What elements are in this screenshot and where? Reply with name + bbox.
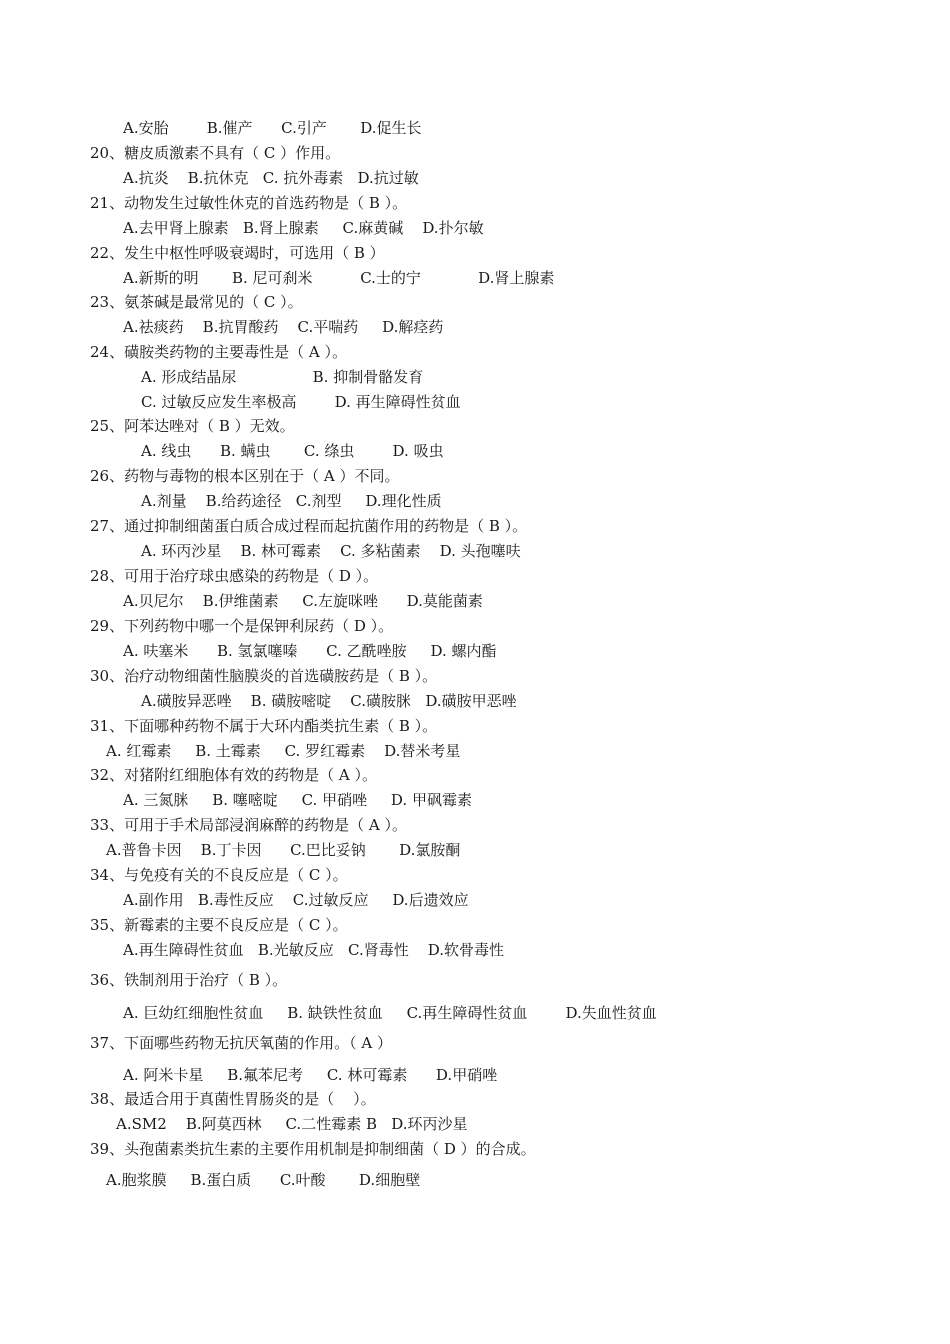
option-line: A.再生障碍性贫血 B.光敏反应 C.肾毒性 D.软骨毒性 xyxy=(123,941,505,959)
question-line: 32、对猪附红细胞体有效的药物是（ A ）。 xyxy=(90,766,377,784)
option-line: A.磺胺异恶唑 B. 磺胺嘧啶 C.磺胺脒 D.磺胺甲恶唑 xyxy=(141,692,517,710)
option-line: A. 线虫 B. 螨虫 C. 绦虫 D. 吸虫 xyxy=(141,442,444,460)
question-line: 21、动物发生过敏性休克的首选药物是（ B ）。 xyxy=(90,194,408,212)
question-line: 24、磺胺类药物的主要毒性是（ A ）。 xyxy=(90,343,347,361)
question-line: 26、药物与毒物的根本区别在于（ A ）不同。 xyxy=(90,467,400,485)
question-line: 29、下列药物中哪一个是保钾利尿药（ D ）。 xyxy=(90,617,394,635)
question-line: 28、可用于治疗球虫感染的药物是（ D ）。 xyxy=(90,567,379,585)
question-line: 20、糖皮质激素不具有（ C ）作用。 xyxy=(90,144,341,162)
option-line: A.剂量 B.给药途径 C.剂型 D.理化性质 xyxy=(141,492,442,510)
question-line: 33、可用于手术局部浸润麻醉的药物是（ A ）。 xyxy=(90,816,407,834)
question-line: 37、下面哪些药物无抗厌氧菌的作用。（ A ） xyxy=(90,1034,392,1052)
question-line: 22、发生中枢性呼吸衰竭时，可选用（ B ） xyxy=(90,244,385,262)
question-line: 36、铁制剂用于治疗（ B ）。 xyxy=(90,971,288,989)
question-line: 30、治疗动物细菌性脑膜炎的首选磺胺药是（ B ）。 xyxy=(90,667,438,685)
question-line: 39、头孢菌素类抗生素的主要作用机制是抑制细菌（ D ）的合成。 xyxy=(90,1140,536,1158)
option-line: A.抗炎 B.抗休克 C. 抗外毒素 D.抗过敏 xyxy=(123,169,419,187)
option-line: A.安胎 B.催产 C.引产 D.促生长 xyxy=(123,119,422,137)
option-line: A. 阿米卡星 B.氟苯尼考 C. 林可霉素 D.甲硝唑 xyxy=(123,1066,498,1084)
question-line: 25、阿苯达唑对（ B ）无效。 xyxy=(90,417,295,435)
question-line: 27、通过抑制细菌蛋白质合成过程而起抗菌作用的药物是（ B ）。 xyxy=(90,517,528,535)
option-line: A.普鲁卡因 B.丁卡因 C.巴比妥钠 D.氯胺酮 xyxy=(106,841,461,859)
question-line: 35、新霉素的主要不良反应是（ C ）。 xyxy=(90,916,348,934)
question-line: 31、下面哪种药物不属于大环内酯类抗生素（ B ）。 xyxy=(90,717,438,735)
option-line: A. 巨幼红细胞性贫血 B. 缺铁性贫血 C.再生障碍性贫血 D.失血性贫血 xyxy=(123,1004,657,1022)
question-line: 38、最适合用于真菌性胃肠炎的是（ ）。 xyxy=(90,1090,376,1108)
option-line: A.副作用 B.毒性反应 C.过敏反应 D.后遗效应 xyxy=(123,891,469,909)
option-line: A.胞浆膜 B.蛋白质 C.叶酸 D.细胞壁 xyxy=(106,1171,421,1189)
option-line: A.贝尼尔 B.伊维菌素 C.左旋咪唑 D.莫能菌素 xyxy=(123,592,483,610)
option-line: A. 三氮脒 B. 噻嘧啶 C. 甲硝唑 D. 甲砜霉素 xyxy=(123,791,472,809)
option-line: A.去甲肾上腺素 B.肾上腺素 C.麻黄碱 D.扑尔敏 xyxy=(123,219,484,237)
option-line: A. 环丙沙星 B. 林可霉素 C. 多粘菌素 D. 头孢噻呋 xyxy=(141,542,521,560)
option-line: A. 呋塞米 B. 氢氯噻嗪 C. 乙酰唑胺 D. 螺内酯 xyxy=(123,642,497,660)
option-line: A.祛痰药 B.抗胃酸药 C.平喘药 D.解痉药 xyxy=(123,318,444,336)
option-line: C. 过敏反应发生率极高 D. 再生障碍性贫血 xyxy=(141,393,461,411)
option-line: A. 形成结晶尿 B. 抑制骨骼发育 xyxy=(141,368,424,386)
question-line: 23、氨茶碱是最常见的（ C ）。 xyxy=(90,293,303,311)
option-line: A.SM2 B.阿莫西林 C.二性霉素 B D.环丙沙星 xyxy=(116,1115,468,1133)
question-line: 34、与免疫有关的不良反应是（ C ）。 xyxy=(90,866,348,884)
option-line: A. 红霉素 B. 土霉素 C. 罗红霉素 D.替米考星 xyxy=(106,742,461,760)
option-line: A.新斯的明 B. 尼可刹米 C.士的宁 D.肾上腺素 xyxy=(123,269,555,287)
